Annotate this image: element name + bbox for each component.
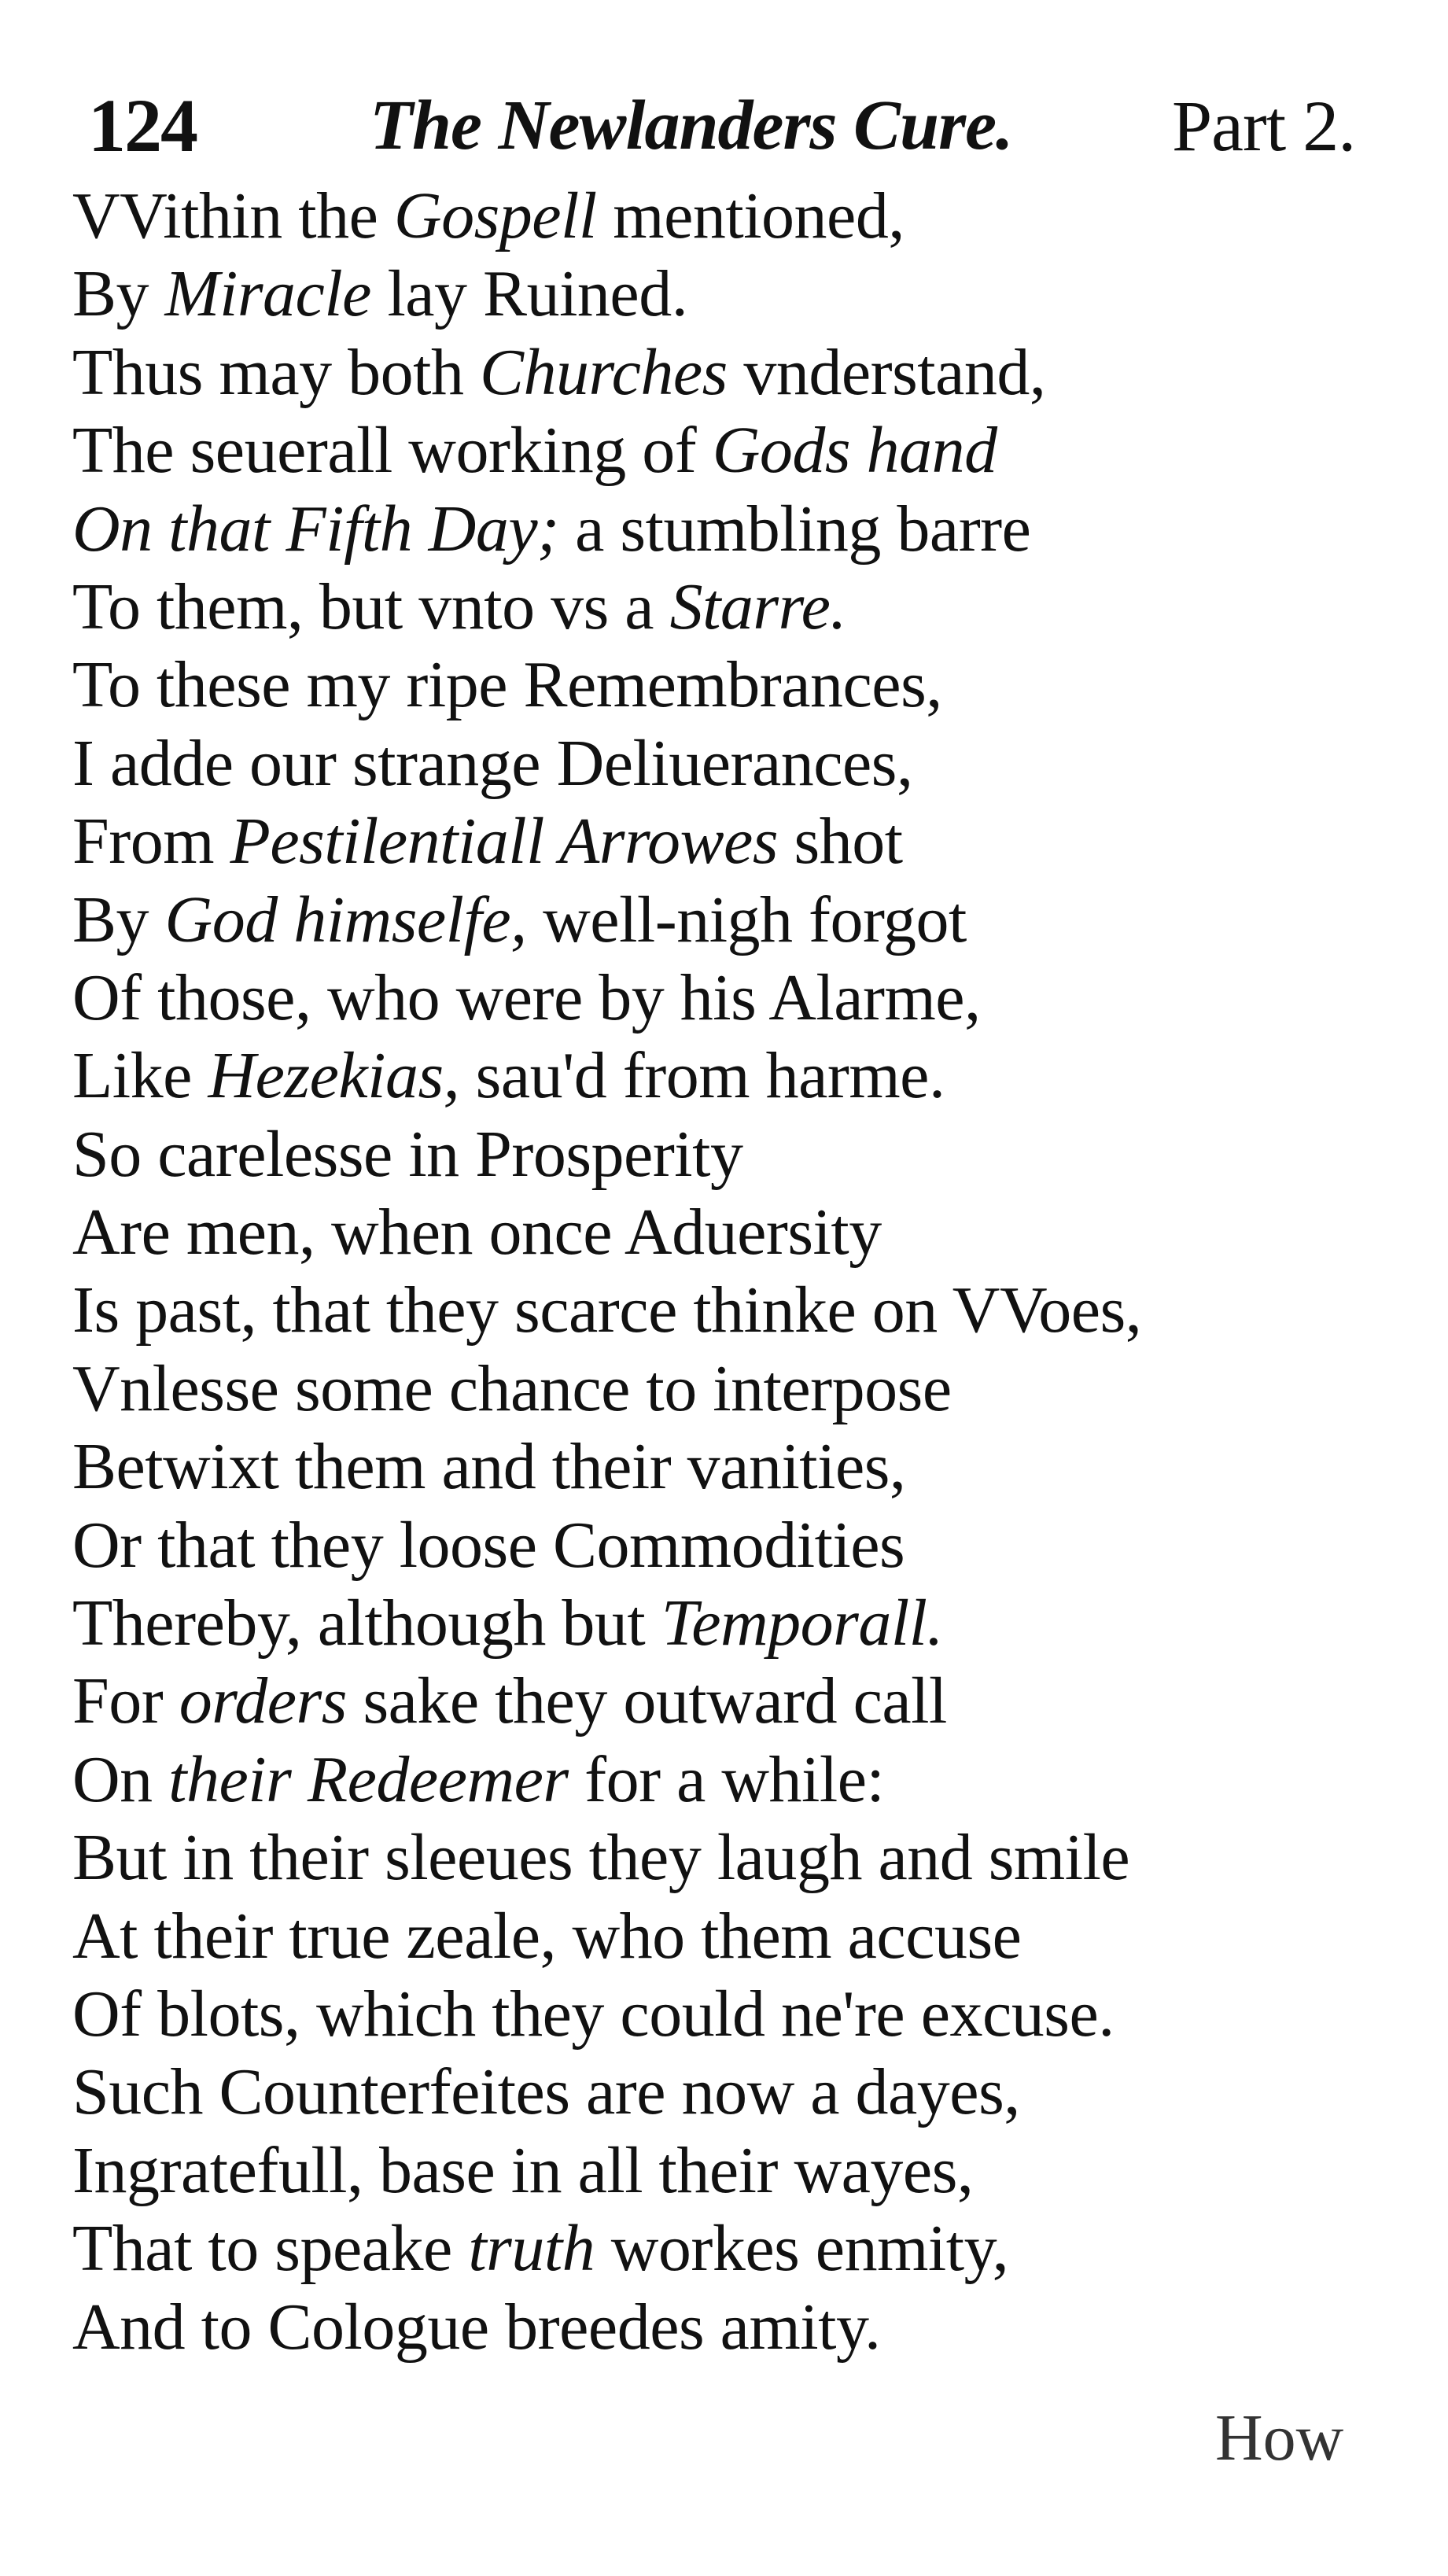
roman-text: Like xyxy=(72,1039,208,1113)
part-label: Part 2. xyxy=(1172,86,1356,166)
running-title: The Newlanders Cure. xyxy=(370,87,1013,164)
poem-line xyxy=(72,177,1394,255)
poem-line xyxy=(72,646,1394,724)
roman-text: On xyxy=(72,1742,169,1816)
poem-line xyxy=(72,1115,1394,1193)
italic-text: God himselfe, xyxy=(164,883,527,956)
poem-body xyxy=(72,177,1394,2366)
poem-line xyxy=(72,1662,1394,1740)
roman-text: Betwixt them and their vanities, xyxy=(72,1430,906,1504)
poem-line xyxy=(72,490,1394,568)
roman-text: for a while: xyxy=(568,1742,885,1816)
roman-text: Ingratefull, base in all their wayes, xyxy=(72,2133,974,2207)
roman-text: sau'd from harme. xyxy=(459,1039,945,1113)
poem-line xyxy=(72,959,1394,1037)
roman-text: Of blots, which they could ne're excuse. xyxy=(72,1977,1115,2051)
roman-text: a stumbling barre xyxy=(558,492,1031,566)
poem-line xyxy=(72,2209,1394,2287)
poem-line xyxy=(72,724,1394,802)
poem-line xyxy=(72,255,1394,333)
roman-text: shot xyxy=(778,805,903,879)
roman-text: Is past, that they scarce thinke on VVoes, xyxy=(72,1273,1142,1347)
roman-text: That to speake xyxy=(72,2212,469,2286)
roman-text: Such Counterfeites are now a dayes, xyxy=(72,2055,1020,2129)
roman-text: mentioned, xyxy=(596,179,905,252)
italic-text: Churches xyxy=(479,335,728,409)
poem-line xyxy=(72,1741,1394,1819)
roman-text: Vnlesse some chance to interpose xyxy=(72,1351,952,1425)
italic-text: Gospell xyxy=(393,179,597,252)
italic-text: Gods hand xyxy=(712,414,997,488)
poem-line xyxy=(72,1975,1394,2053)
poem-line xyxy=(72,802,1394,880)
poem-line xyxy=(72,1193,1394,1271)
italic-text: orders xyxy=(179,1664,347,1738)
italic-text: On that Fifth Day; xyxy=(72,492,559,566)
roman-text: To these my ripe Remembrances, xyxy=(72,648,942,722)
poem-line xyxy=(72,1350,1394,1428)
roman-text: To them, but vnto vs a xyxy=(72,569,670,643)
roman-text: But in their sleeues they laugh and smile xyxy=(72,1821,1130,1895)
poem-line xyxy=(72,2053,1394,2131)
roman-text: Of those, who were by his Alarme, xyxy=(72,960,981,1034)
roman-text: VVithin the xyxy=(72,179,394,252)
roman-text: The seuerall working of xyxy=(72,414,713,488)
poem-line xyxy=(72,1584,1394,1662)
roman-text: At their true zeale, who them accuse xyxy=(72,1899,1022,1973)
italic-text: Hezekias, xyxy=(208,1039,460,1113)
catchword: How xyxy=(1215,2401,1344,2475)
poem-line xyxy=(72,2132,1394,2209)
roman-text: From xyxy=(72,805,230,879)
poem-line xyxy=(72,1506,1394,1584)
roman-text: sake they outward call xyxy=(346,1664,947,1738)
page-number: 124 xyxy=(88,83,197,168)
roman-text: I adde our strange Deliuerances, xyxy=(72,726,913,800)
roman-text: lay Ruined. xyxy=(370,257,688,331)
poem-line xyxy=(72,1897,1394,1975)
page-header xyxy=(0,75,1448,185)
roman-text: workes enmity, xyxy=(595,2212,1009,2286)
poem-line xyxy=(72,1428,1394,1505)
italic-text: their Redeemer xyxy=(168,1742,569,1816)
poem-line xyxy=(72,334,1394,411)
poem-line xyxy=(72,1819,1394,1896)
roman-text: By xyxy=(72,257,165,331)
roman-text: Are men, when once Aduersity xyxy=(72,1196,882,1270)
poem-line xyxy=(72,1037,1394,1115)
poem-line xyxy=(72,411,1394,489)
poem-line xyxy=(72,2288,1394,2366)
roman-text: So carelesse in Prosperity xyxy=(72,1117,743,1191)
roman-text: Or that they loose Commodities xyxy=(72,1508,905,1582)
roman-text: Thereby, although but xyxy=(72,1587,661,1660)
italic-text: Miracle xyxy=(164,257,371,331)
roman-text: well-nigh forgot xyxy=(526,883,967,956)
roman-text: By xyxy=(72,883,165,956)
poem-line xyxy=(72,568,1394,646)
roman-text: vnderstand, xyxy=(727,335,1046,409)
italic-text: Temporall. xyxy=(661,1587,944,1660)
roman-text: For xyxy=(72,1664,179,1738)
roman-text: Thus may both xyxy=(72,335,480,409)
poem-line xyxy=(72,881,1394,959)
italic-text: Pestilentiall Arrowes xyxy=(230,805,779,879)
italic-text: Starre. xyxy=(669,569,846,643)
roman-text: And to Cologue breedes amity. xyxy=(72,2290,881,2364)
poem-line xyxy=(72,1271,1394,1349)
italic-text: truth xyxy=(468,2212,595,2286)
